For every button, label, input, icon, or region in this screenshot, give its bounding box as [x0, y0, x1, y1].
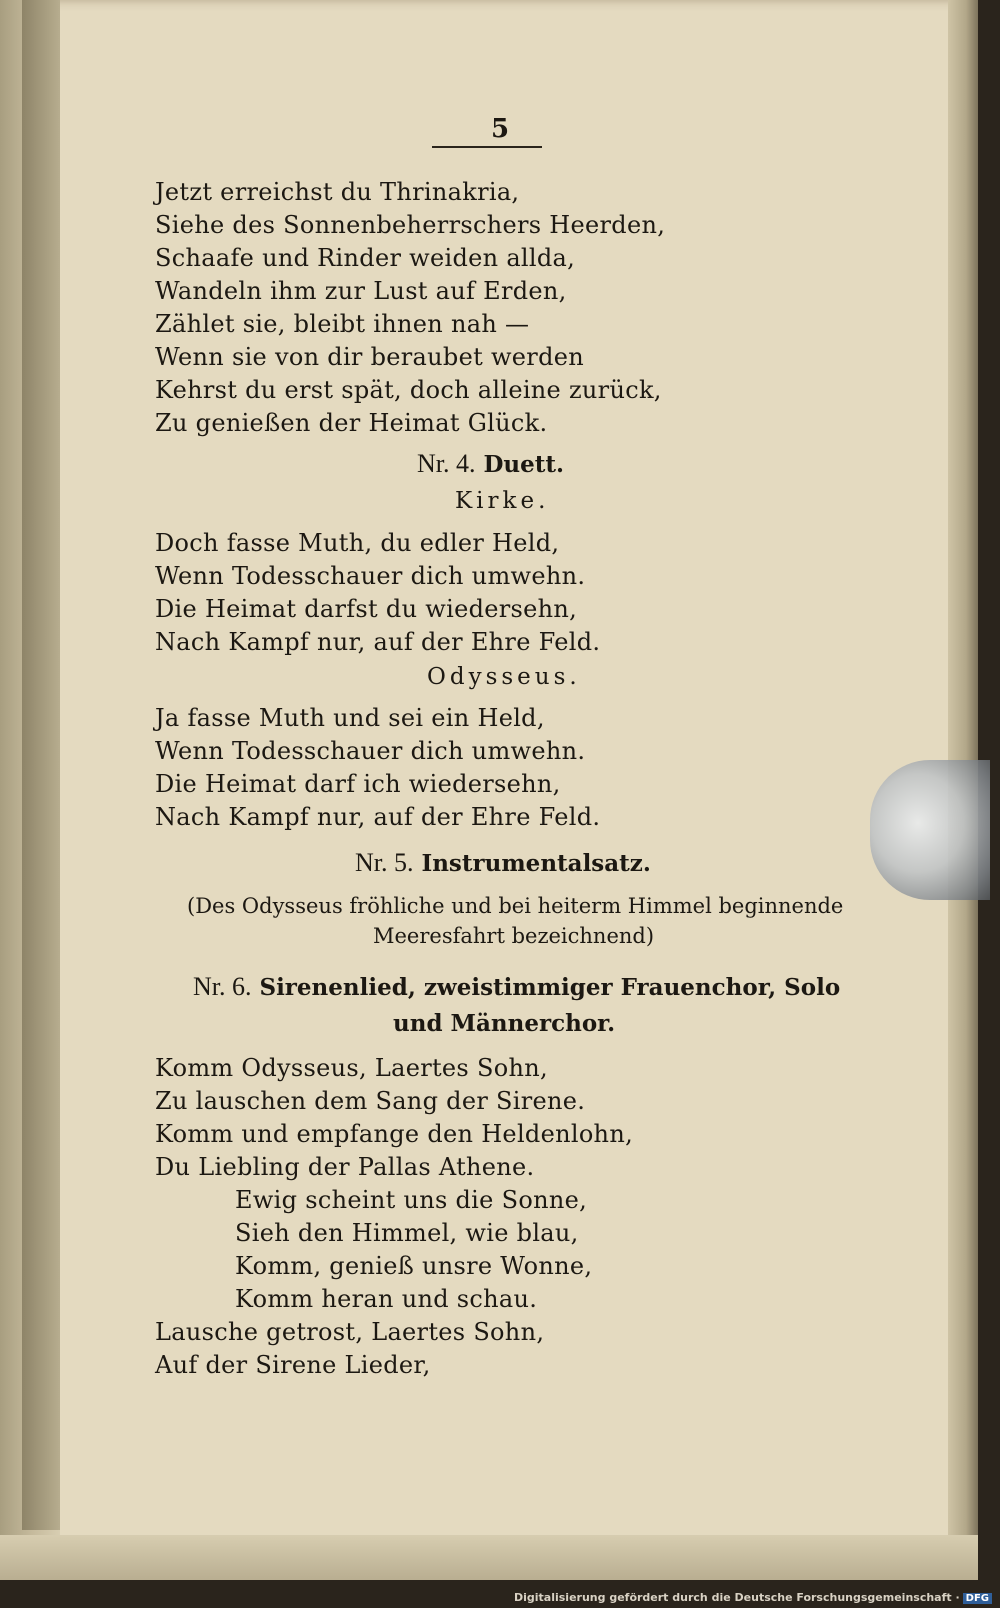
verse-line: Nach Kampf nur, auf der Ehre Feld.: [155, 628, 601, 656]
dfg-logo: DFG: [963, 1593, 992, 1604]
credit-text: Digitalisierung gefördert durch die Deutsche Forschungsgemeinschaft ·: [513, 1591, 960, 1604]
digitization-credit: [514, 1591, 992, 1604]
verse-line: Auf der Sirene Lieder,: [155, 1351, 431, 1379]
verse-line: Wenn Todesschauer dich umwehn.: [155, 562, 586, 590]
section-heading-nr6: [193, 970, 840, 1005]
verse-line: Komm und empfange den Heldenlohn,: [155, 1120, 634, 1148]
verse-line: Wandeln ihm zur Lust auf Erden,: [155, 277, 567, 305]
verse-line-indented: Ewig scheint uns die Sonne,: [235, 1186, 588, 1214]
section-note: Meeresfahrt bezeichnend): [373, 924, 655, 948]
verse-line: Doch fasse Muth, du edler Held,: [155, 529, 560, 557]
section-title: Instrumentalsatz.: [421, 850, 651, 877]
section-number: Nr. 6.: [193, 972, 252, 1001]
verse-line: Zu genießen der Heimat Glück.: [155, 409, 548, 437]
section-title: Sirenenlied, zweistimmiger Frauenchor, Solo: [259, 974, 841, 1001]
section-number: Nr. 5.: [355, 848, 414, 877]
page-bottom-edge: [0, 1535, 978, 1580]
section-note: (Des Odysseus fröhliche und bei heiterm Himmel beginnende: [187, 894, 844, 918]
verse-line: Wenn sie von dir beraubet werden: [155, 343, 585, 371]
verse-line: Die Heimat darf ich wiedersehn,: [155, 770, 561, 798]
verse-line: Siehe des Sonnenbeherrschers Heerden,: [155, 211, 666, 239]
verse-line: Komm Odysseus, Laertes Sohn,: [155, 1054, 548, 1082]
verse-line: Du Liebling der Pallas Athene.: [155, 1153, 535, 1181]
verse-line: Ja fasse Muth und sei ein Held,: [155, 704, 545, 732]
page-number-rule: [432, 146, 542, 148]
verse-line: Jetzt erreichst du Thrinakria,: [155, 178, 520, 206]
verse-line: Kehrst du erst spät, doch alleine zurück,: [155, 376, 662, 404]
section-title: und Männerchor.: [393, 1010, 616, 1037]
section-title: Duett.: [483, 451, 565, 478]
page-number: 5: [490, 114, 510, 144]
verse-line: Zählet sie, bleibt ihnen nah —: [155, 310, 530, 338]
verse-line-indented: Komm heran und schau.: [235, 1285, 538, 1313]
page-clip: [870, 760, 990, 900]
section-number: Nr. 4.: [417, 449, 476, 478]
verse-line: Lausche getrost, Laertes Sohn,: [155, 1318, 545, 1346]
verse-line: Schaafe und Rinder weiden allda,: [155, 244, 576, 272]
section-heading-nr4: [417, 447, 564, 482]
verse-line: Die Heimat darfst du wiedersehn,: [155, 595, 578, 623]
verse-line-indented: Komm, genieß unsre Wonne,: [235, 1252, 593, 1280]
speaker-name: Kirke.: [455, 488, 550, 514]
verse-line: Zu lauschen dem Sang der Sirene.: [155, 1087, 586, 1115]
verse-line: Wenn Todesschauer dich umwehn.: [155, 737, 586, 765]
section-heading-nr6-cont: [393, 1006, 615, 1041]
speaker-name: Odysseus.: [427, 664, 581, 690]
section-heading-nr5: [355, 846, 651, 881]
verse-line-indented: Sieh den Himmel, wie blau,: [235, 1219, 579, 1247]
verse-line: Nach Kampf nur, auf der Ehre Feld.: [155, 803, 601, 831]
binding-fold: [22, 0, 60, 1530]
